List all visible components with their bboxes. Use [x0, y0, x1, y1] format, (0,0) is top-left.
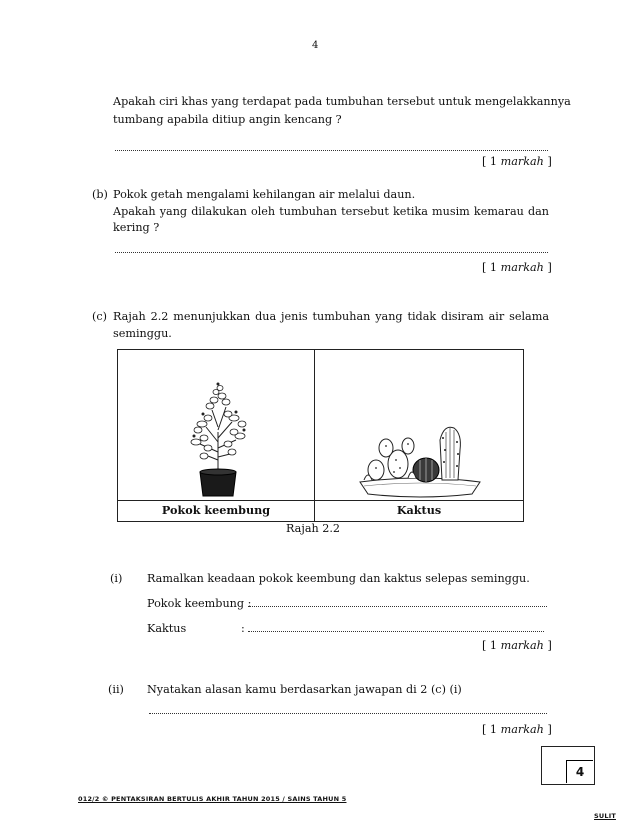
figure-label-row-line [118, 500, 523, 501]
kaktus-answer-colon: : [241, 622, 245, 635]
figure-divider [314, 350, 315, 521]
mark-ci: [ 1 markah ] [482, 639, 552, 652]
question-b-line3: kering ? [113, 221, 160, 234]
footer-sulit: SULIT [594, 812, 616, 820]
question-cii-label: (ii) [108, 683, 124, 696]
figure-caption: Rajah 2.2 [286, 522, 341, 535]
question-ci-label: (i) [110, 572, 123, 585]
page-number: 4 [312, 40, 319, 51]
figure-label-kaktus: Kaktus [396, 503, 442, 517]
question-c-label: (c) [92, 310, 107, 323]
question-c-line1: Rajah 2.2 menunjukkan dua jenis tumbuhan yang tidak disiram air selama [113, 310, 549, 323]
question-ci-prompt: Ramalkan keadaan pokok keembung dan kaktus selepas seminggu. [147, 572, 530, 585]
question-a-line1: Apakah ciri khas yang terdapat pada tumbuhan tersebut untuk mengelakkannya [113, 95, 571, 108]
keembung-answer-line[interactable] [248, 606, 547, 607]
answer-line-a[interactable] [115, 150, 548, 151]
question-b-line1: Pokok getah mengalami kehilangan air melalui daun. [113, 188, 416, 201]
score-total: 4 [566, 760, 593, 783]
question-a-line2: tumbang apabila ditiup angin kencang ? [113, 113, 342, 126]
figure-table [117, 349, 524, 522]
score-box [541, 746, 595, 785]
question-c-line2: seminggu. [113, 327, 172, 340]
answer-line-cii[interactable] [149, 713, 547, 714]
question-b-label: (b) [92, 188, 108, 201]
keembung-plant-illustration [178, 372, 258, 497]
question-b-line2: Apakah yang dilakukan oleh tumbuhan tersebut ketika musim kemarau dan [113, 205, 549, 218]
footer-copyright: 012/2 © PENTAKSIRAN BERTULIS AKHIR TAHUN 2015 / SAINS TAHUN 5 [78, 795, 347, 803]
kaktus-answer-label: Kaktus [147, 622, 187, 635]
mark-cii: [ 1 markah ] [482, 723, 552, 736]
answer-line-b[interactable] [115, 252, 548, 253]
kaktus-answer-line[interactable] [248, 631, 544, 632]
mark-b: [ 1 markah ] [482, 261, 552, 274]
keembung-answer-label: Pokok keembung : [147, 597, 252, 610]
kaktus-illustration [350, 420, 490, 500]
question-cii-prompt: Nyatakan alasan kamu berdasarkan jawapan di 2 (c) (i) [147, 683, 462, 696]
mark-a: [ 1 markah ] [482, 155, 552, 168]
figure-label-keembung: Pokok keembung [161, 503, 271, 517]
